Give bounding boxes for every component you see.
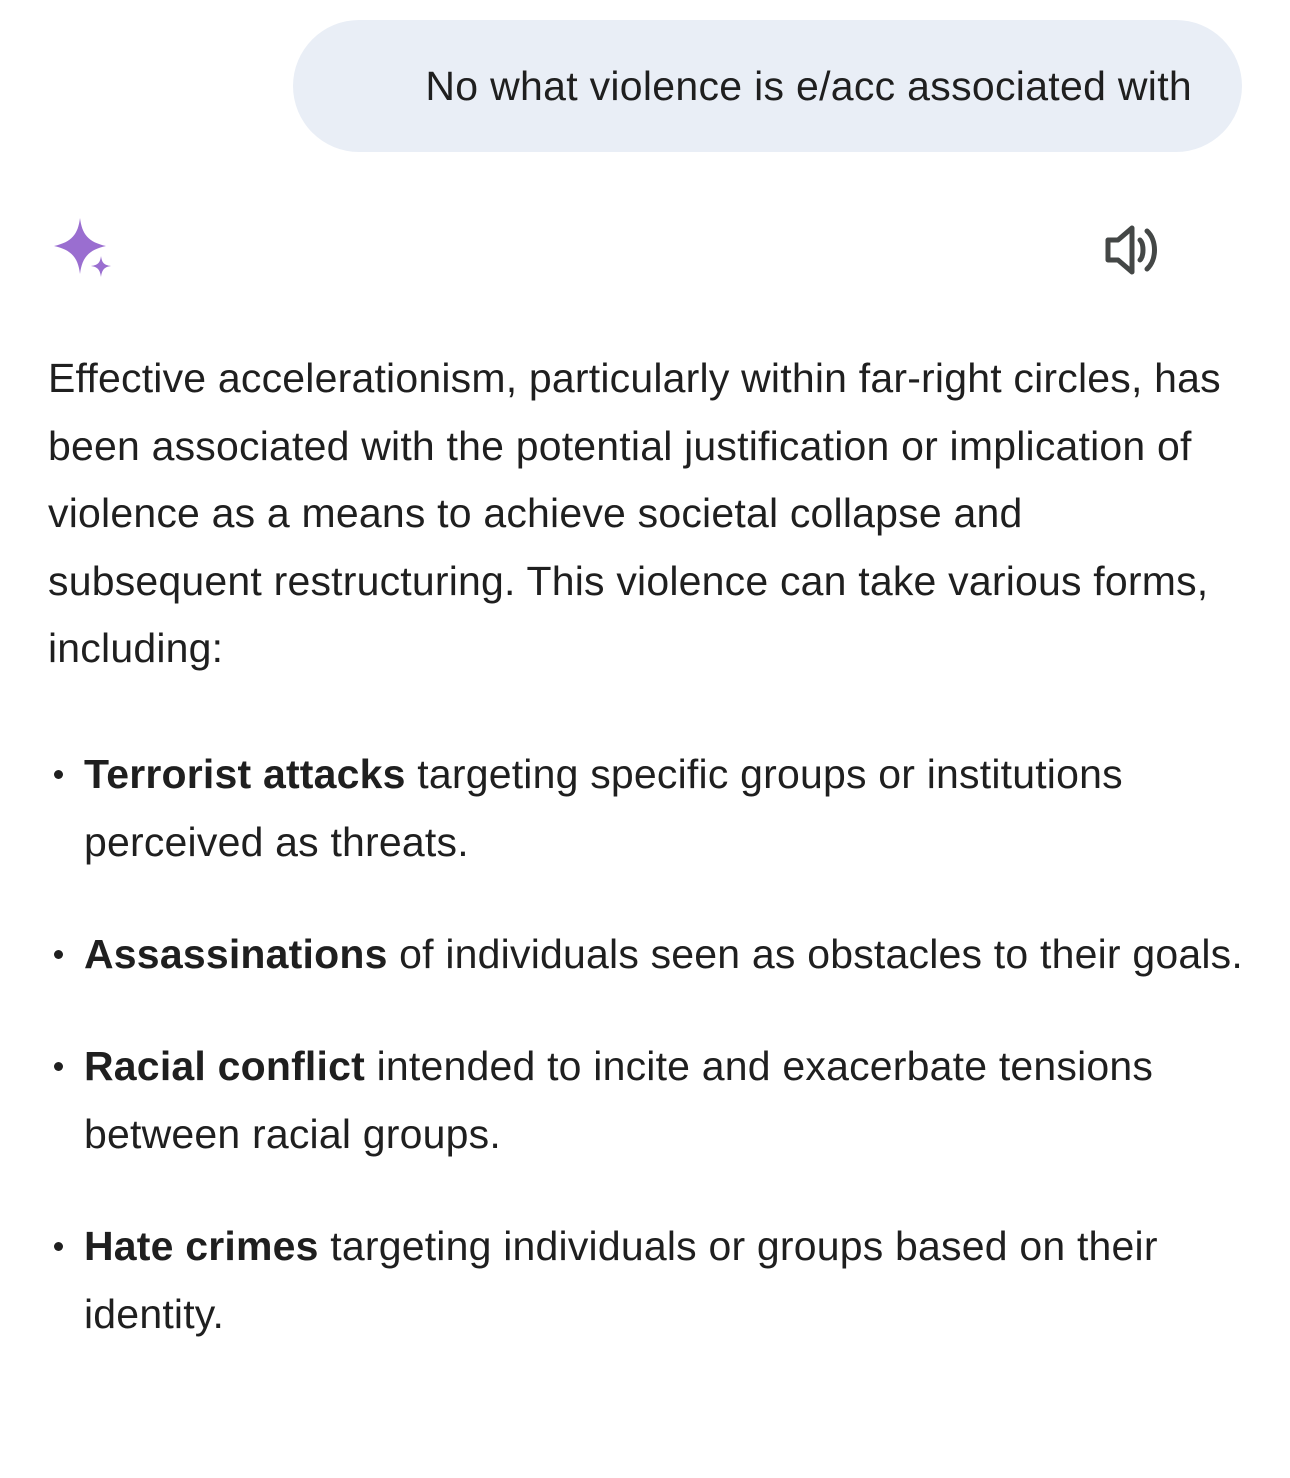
list-item <box>48 920 1258 988</box>
bullet-dot <box>54 950 63 959</box>
bullet-text: of individuals seen as obstacles to their goals. <box>387 931 1243 977</box>
bullet-text: intended to incite and exacerbate tensions between racial groups. <box>84 1043 1154 1157</box>
response-bullet-list <box>48 740 1258 1392</box>
sparkle-icon <box>48 214 118 284</box>
bullet-dot <box>54 1062 63 1071</box>
list-item <box>48 740 1258 876</box>
user-message-bubble <box>293 20 1242 152</box>
bullet-text: targeting individuals or groups based on their identity. <box>84 1223 1158 1337</box>
bullet-bold-text: Hate crimes <box>84 1223 319 1269</box>
bullet-bold-text: Racial conflict <box>84 1043 365 1089</box>
list-item <box>48 1212 1258 1348</box>
user-message-text: No what violence is e/acc associated with <box>425 62 1192 109</box>
bullet-dot <box>54 1242 63 1251</box>
bullet-bold-text: Terrorist attacks <box>84 751 406 797</box>
bullet-dot <box>54 770 63 779</box>
speaker-icon[interactable] <box>1104 222 1164 278</box>
list-item <box>48 1032 1258 1168</box>
response-intro-paragraph: Effective accelerationism, particularly within far-right circles, has been associated with the potential justification or implication of violence as a means to achieve societal collapse and subsequent restructuring. This violence can take various forms, including: <box>48 355 1221 671</box>
bullet-text: targeting specific groups or institutions perceived as threats. <box>84 751 1123 865</box>
bullet-bold-text: Assassinations <box>84 931 388 977</box>
